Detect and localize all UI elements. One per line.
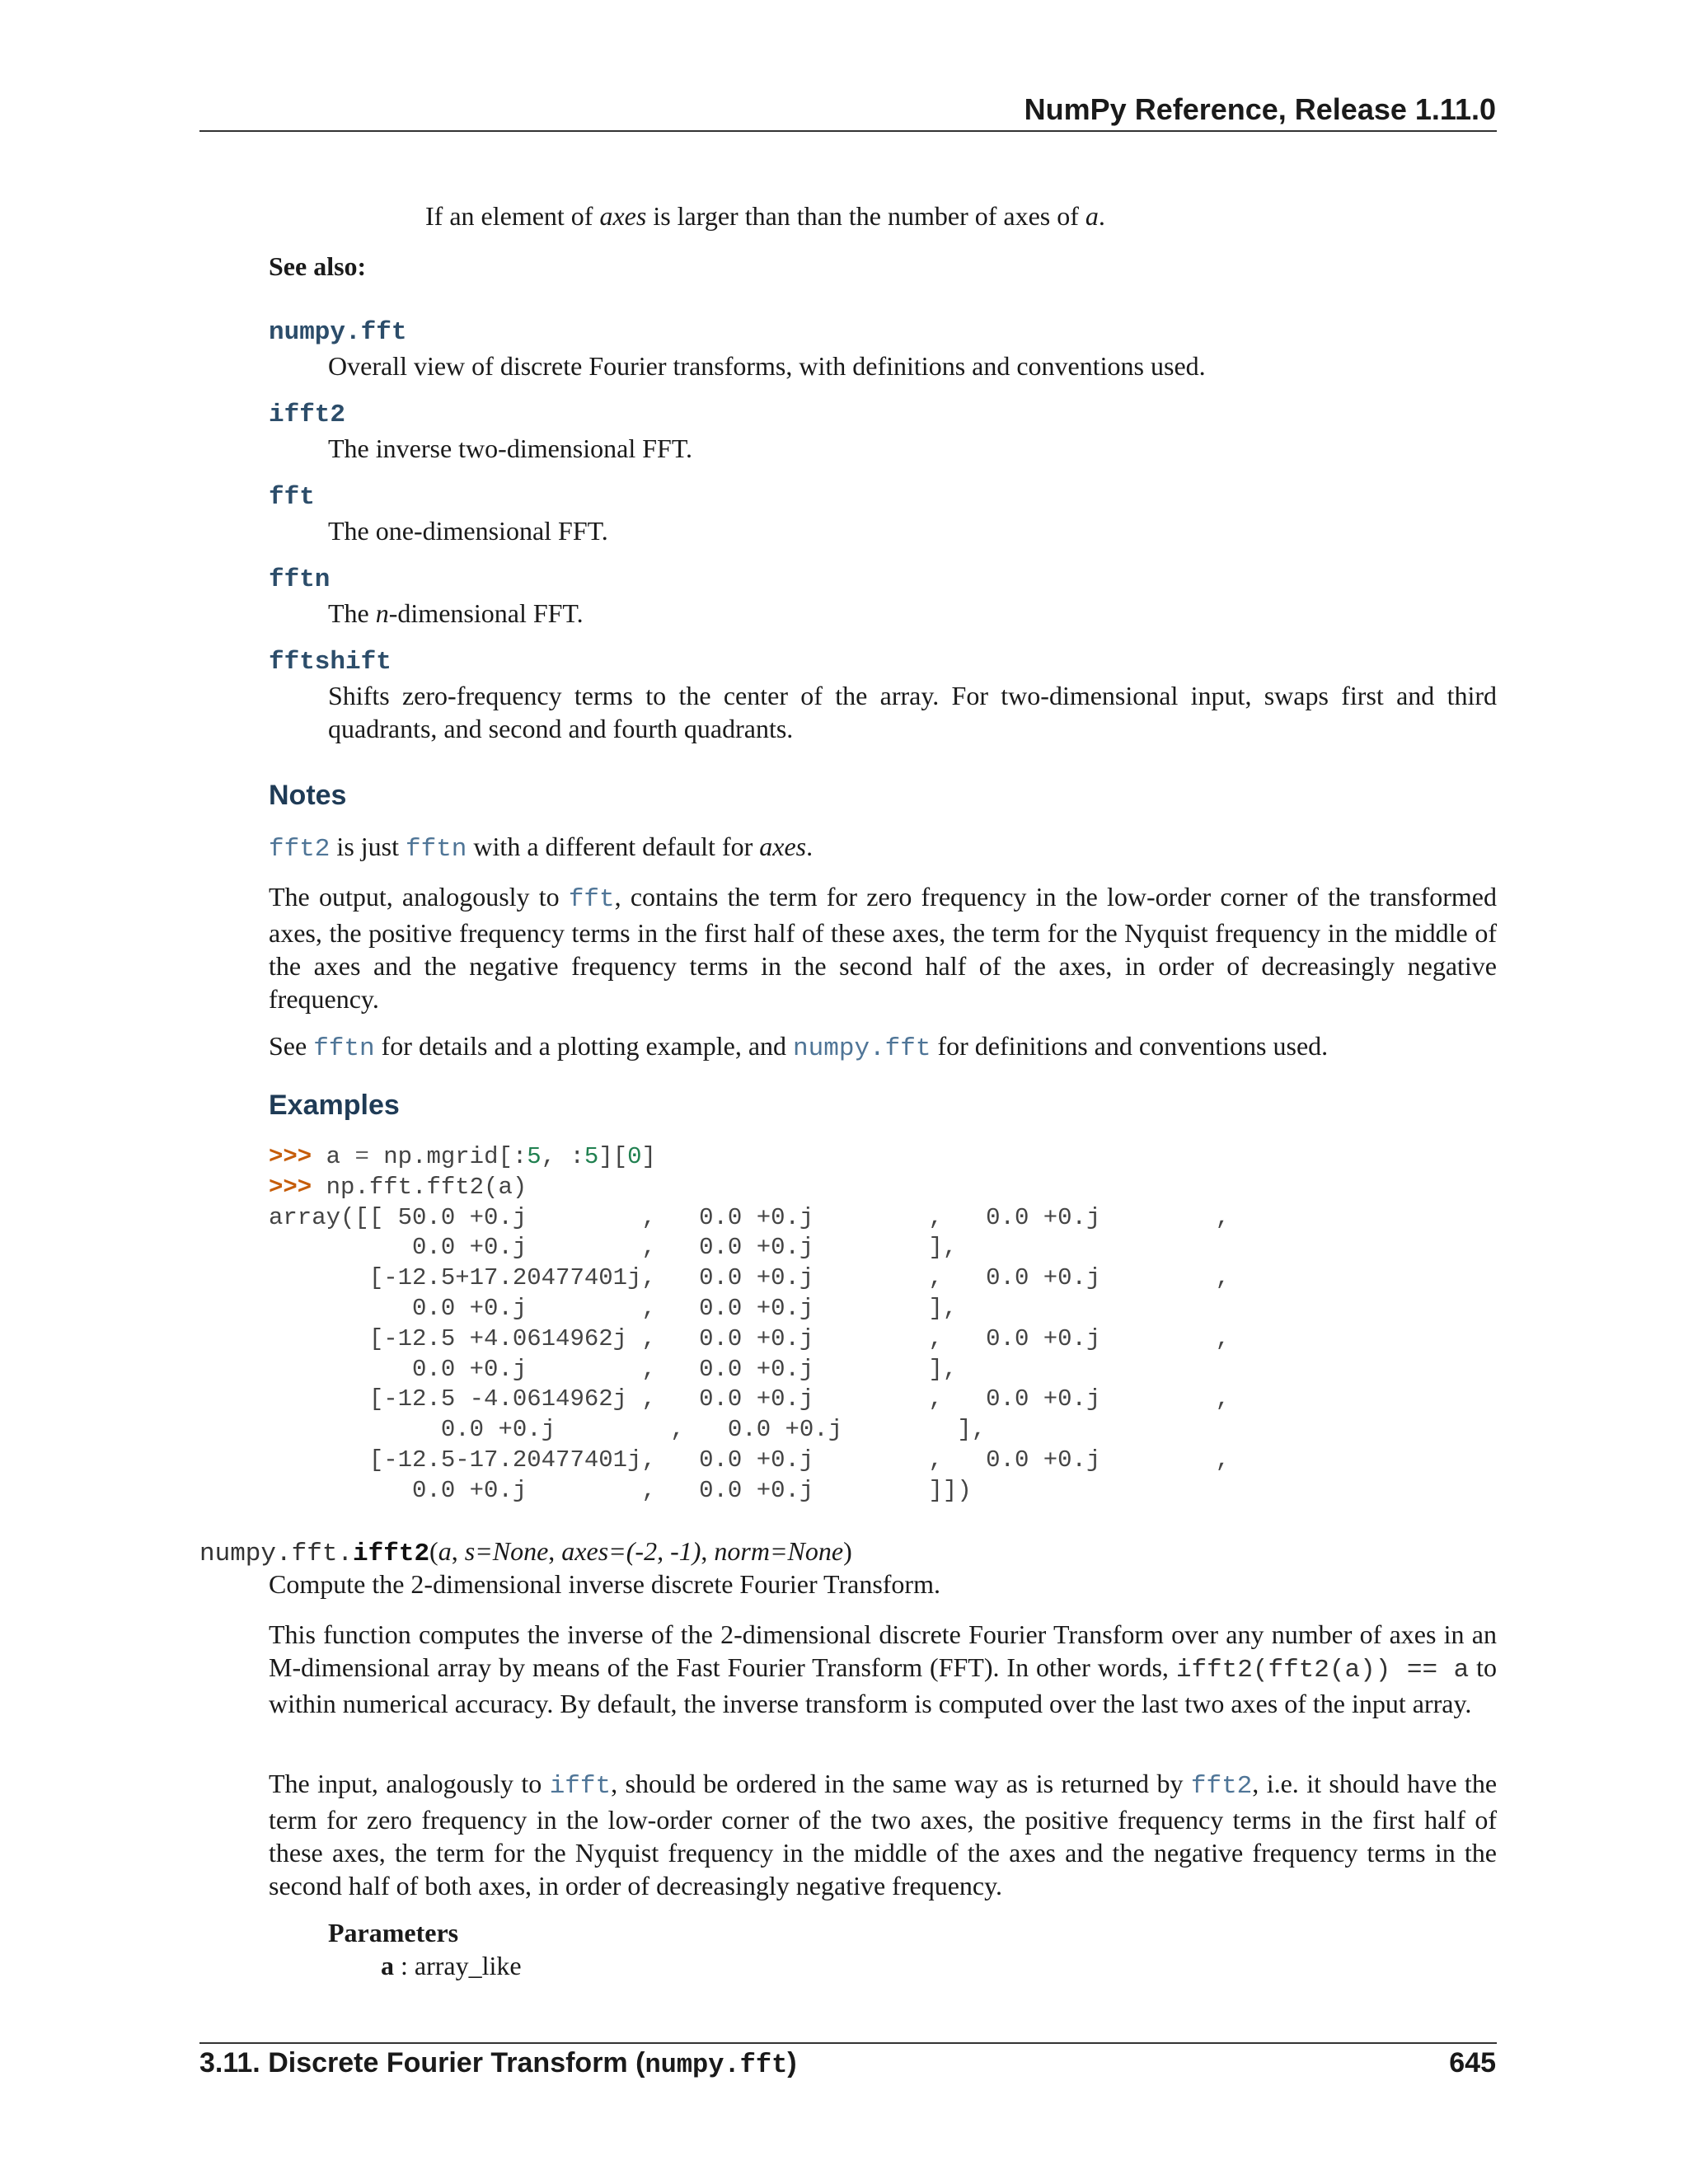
ifft2-paragraph-1: This function computes the inverse of the 2-dimensional discrete Fourier Transform over any number of axes in an M-dimensional array by means of the Fast Fourier Transform (FFT). In other words, ifft2(fft2(a)) == a to within numerical accuracy. By default, the inverse transform is computed over the last two axes of the input array.	[269, 1619, 1498, 1718]
running-header-title: NumPy Reference, Release 1.11.0	[1024, 92, 1496, 126]
parameter-a: a : array_like	[381, 1951, 522, 1980]
notes-paragraph-2: The output, analogously to fft, contains the term for zero frequency in the low-order corner of the transformed axes, the positive frequency terms in the first half of these axes, the term for the Nyquist frequency in the middle of the axes and the negative frequency terms in the second half of the axes, in order of decreasingly negative frequency.	[269, 882, 1498, 1014]
ifft2-function-name[interactable]: ifft2	[353, 1540, 430, 1568]
see-also-desc-ifft2: The inverse two-dimensional FFT.	[328, 434, 692, 463]
example-output-line: 0.0 +0.j , 0.0 +0.j ],	[269, 1294, 958, 1322]
footer-rule	[199, 2042, 1497, 2044]
code-link-fft2[interactable]: fft2	[1190, 1772, 1253, 1801]
header-rule	[199, 130, 1497, 132]
inline-code-ifft2-fft2: ifft2(fft2(a)) == a	[1175, 1656, 1470, 1685]
code-link-fft[interactable]: fft	[568, 885, 615, 914]
example-line-2: >>> np.fft.fft2(a)	[269, 1173, 528, 1201]
example-output-line: 0.0 +0.j , 0.0 +0.j ],	[269, 1355, 958, 1383]
example-output-line: array([[ 50.0 +0.j , 0.0 +0.j , 0.0 +0.j ,	[269, 1203, 1230, 1231]
see-also-desc-fftshift: Shifts zero-frequency terms to the center of the array. For two-dimensional input, swaps first and third quadrants, and second and fourth quadrants.	[328, 681, 1497, 743]
example-output-line: [-12.5-17.20477401j, 0.0 +0.j , 0.0 +0.j ,	[269, 1446, 1230, 1474]
see-also-term-ifft2[interactable]: ifft2	[269, 401, 346, 429]
notes-heading: Notes	[269, 780, 347, 811]
examples-heading: Examples	[269, 1090, 400, 1121]
see-also-term-fftn[interactable]: fftn	[269, 565, 331, 594]
see-also-desc-numpy-fft: Overall view of discrete Fourier transforms, with definitions and conventions used.	[328, 351, 1206, 381]
example-output-line: 0.0 +0.j , 0.0 +0.j ]])	[269, 1476, 972, 1504]
see-also-term-fftshift[interactable]: fftshift	[269, 648, 392, 677]
raises-text: If an element of axes is larger than than the number of axes of a.	[425, 201, 1105, 231]
code-link-fftn[interactable]: fftn	[406, 835, 467, 864]
see-also-heading: See also:	[269, 251, 367, 281]
code-link-ifft[interactable]: ifft	[549, 1772, 612, 1801]
example-output-line: [-12.5 +4.0614962j , 0.0 +0.j , 0.0 +0.j ,	[269, 1324, 1230, 1352]
footer-page-number: 645	[1449, 2047, 1496, 2079]
example-output-line: 0.0 +0.j , 0.0 +0.j ],	[269, 1416, 987, 1444]
parameters-heading: Parameters	[328, 1918, 459, 1947]
see-also-term-numpy-fft[interactable]: numpy.fft	[269, 318, 407, 347]
example-output-line: [-12.5+17.20477401j, 0.0 +0.j , 0.0 +0.j ,	[269, 1264, 1230, 1292]
see-also-term-fft[interactable]: fft	[269, 483, 315, 512]
see-also-desc-fftn: The n-dimensional FFT.	[328, 598, 584, 628]
ifft2-signature: numpy.fft.ifft2(a, s=None, axes=(-2, -1), norm=None)	[199, 1536, 852, 1568]
notes-paragraph-3: See fftn for details and a plotting example, and numpy.fft for definitions and conventions used.	[269, 1031, 1329, 1063]
notes-paragraph-1: fft2 is just fftn with a different default for axes.	[269, 832, 814, 864]
example-output-line: [-12.5 -4.0614962j , 0.0 +0.j , 0.0 +0.j ,	[269, 1385, 1230, 1413]
example-line-1: >>> a = np.mgrid[:5, :5][0]	[269, 1143, 656, 1170]
footer-section-title: 3.11. Discrete Fourier Transform (numpy.fft)	[199, 2047, 797, 2080]
code-link-fftn[interactable]: fftn	[313, 1034, 375, 1063]
code-link-fft2[interactable]: fft2	[269, 835, 331, 864]
ifft2-summary: Compute the 2-dimensional inverse discrete Fourier Transform.	[269, 1569, 940, 1599]
code-link-numpy-fft[interactable]: numpy.fft	[793, 1034, 931, 1063]
see-also-desc-fft: The one-dimensional FFT.	[328, 516, 608, 546]
example-output-line: 0.0 +0.j , 0.0 +0.j ],	[269, 1234, 958, 1262]
example-code-block	[269, 1142, 1230, 1507]
ifft2-paragraph-2: The input, analogously to ifft, should be ordered in the same way as is returned by fft2, i.e. it should have the term for zero frequency in the low-order corner of the two axes, the positive frequency terms in the first half of these axes, the term for the Nyquist frequency in the middle of the axes and the negative frequency terms in the second half of both axes, in order of decreasingly negative frequency.	[269, 1769, 1498, 1900]
